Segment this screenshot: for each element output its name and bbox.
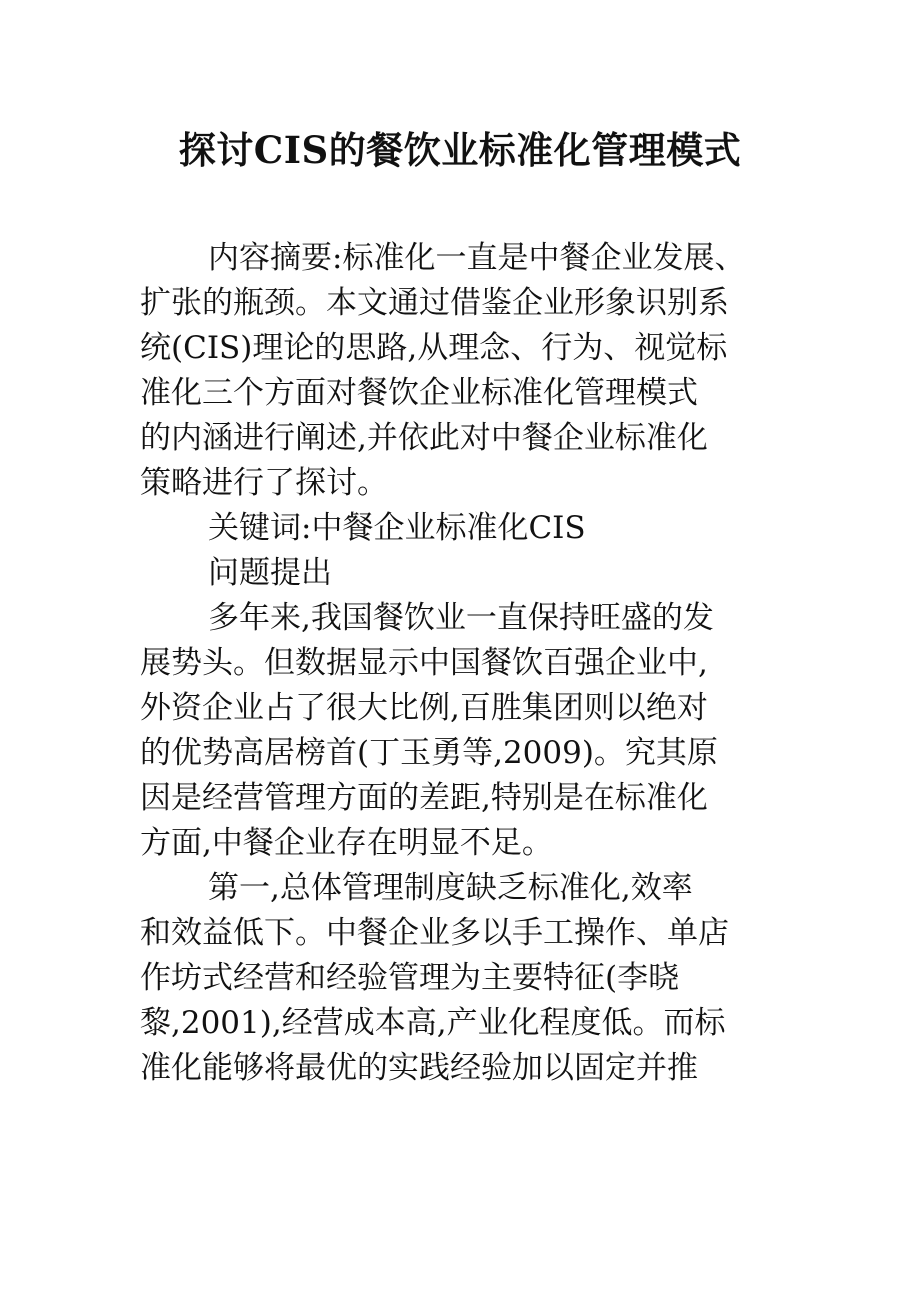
paragraph-line: 的优势高居榜首(丁玉勇等,2009)。究其原 (140, 735, 718, 771)
paragraph-line: 作坊式经营和经验管理为主要特征(李晓 (140, 960, 680, 996)
section-heading: 问题提出 (208, 555, 332, 591)
abstract-line: 准化三个方面对餐饮企业标准化管理模式 (140, 375, 698, 411)
abstract-line: 策略进行了探讨。 (140, 465, 388, 501)
paragraph-line: 因是经营管理方面的差距,特别是在标准化 (140, 780, 708, 816)
paragraph-line: 展势头。但数据显示中国餐饮百强企业中, (140, 645, 708, 681)
abstract-line: 的内涵进行阐述,并依此对中餐企业标准化 (140, 420, 708, 456)
paragraph-line: 第一,总体管理制度缺乏标准化,效率 (208, 870, 693, 906)
paragraph-line: 准化能够将最优的实践经验加以固定并推 (140, 1050, 698, 1086)
paragraph-line: 多年来,我国餐饮业一直保持旺盛的发 (208, 600, 714, 636)
document-title: 探讨CIS的餐饮业标准化管理模式 (178, 128, 742, 172)
abstract-line: 内容摘要:标准化一直是中餐企业发展、 (208, 240, 746, 276)
paragraph-line: 黎,2001),经营成本高,产业化程度低。而标 (140, 1005, 726, 1041)
paragraph-line: 外资企业占了很大比例,百胜集团则以绝对 (140, 690, 708, 726)
abstract-line: 扩张的瓶颈。本文通过借鉴企业形象识别系 (140, 285, 729, 321)
abstract-line: 统(CIS)理论的思路,从理念、行为、视觉标 (140, 330, 728, 366)
document-body (140, 236, 800, 1091)
paragraph-line: 和效益低下。中餐企业多以手工操作、单店 (140, 915, 729, 951)
keywords-line: 关键词:中餐企业标准化CIS (208, 510, 586, 546)
paragraph-line: 方面,中餐企业存在明显不足。 (140, 825, 553, 861)
